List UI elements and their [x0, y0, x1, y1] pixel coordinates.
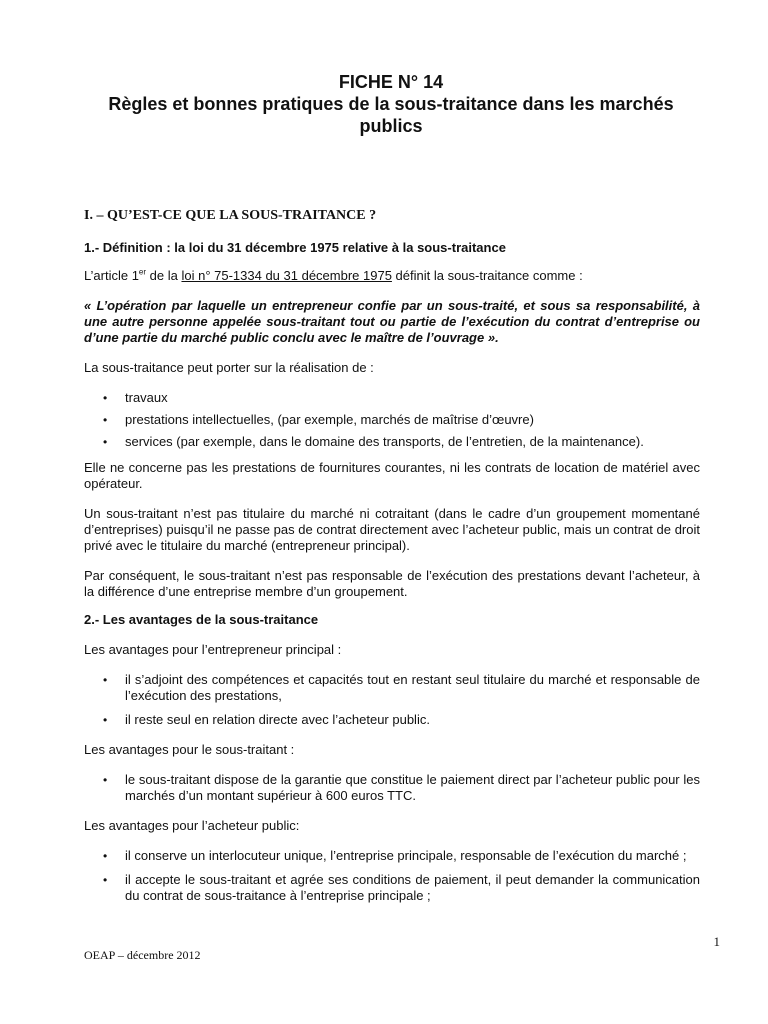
fiche-title: Règles et bonnes pratiques de la sous-traitance dans les marchés publics: [108, 94, 674, 136]
list-item: • il accepte le sous-traitant et agrée ses conditions de paiement, il peut demander la communication du contrat de sous-traitance à l’entreprise principale ;: [103, 872, 700, 903]
list-item: • prestations intellectuelles, (par exemple, marchés de maîtrise d’œuvre): [103, 412, 534, 427]
bullet-icon: •: [103, 873, 108, 887]
article-text-mid: de la: [146, 268, 182, 283]
article-text-post: définit la sous-traitance comme :: [391, 268, 583, 283]
footer-source: OEAP – décembre 2012: [84, 948, 201, 962]
list-item: • services (par exemple, dans le domaine des transports, de l’entretien, de la maintenance).: [103, 434, 644, 449]
bullet-icon: •: [103, 673, 108, 687]
list-item: • travaux: [103, 390, 168, 405]
bullet-icon: •: [103, 713, 108, 727]
bullet-icon: •: [103, 413, 108, 427]
list-entrepreneur-principal: [103, 672, 700, 728]
subsection-heading-definition: 1.- Définition : la loi du 31 décembre 1975 relative à la sous-traitance: [84, 240, 506, 255]
intro-entrepreneur-principal: Les avantages pour l’entrepreneur principal :: [84, 642, 342, 657]
law-reference-link[interactable]: loi n° 75-1334 du 31 décembre 1975: [181, 268, 392, 283]
paragraph-responsabilite: Par conséquent, le sous-traitant n’est pas responsable de l’exécution des prestations devant l’acheteur, à la différence d’une entreprise membre d’un groupement.: [84, 568, 700, 599]
list-item: • il s’adjoint des compétences et capacités tout en restant seul titulaire du marché et responsable de l’exécution des prestations,: [103, 672, 700, 703]
list-acheteur-public: [103, 848, 700, 904]
intro-sous-traitant: Les avantages pour le sous-traitant :: [84, 742, 295, 757]
document-title: [84, 72, 698, 137]
section-heading: I. – QU’EST-CE QUE LA SOUS-TRAITANCE ?: [84, 208, 377, 223]
bullet-icon: •: [103, 435, 108, 449]
bullet-icon: •: [103, 849, 108, 863]
list-item: • il conserve un interlocuteur unique, l’entreprise principale, responsable de l’exécution du marché ;: [103, 848, 687, 863]
article-paragraph: [84, 268, 700, 284]
article-superscript: er: [138, 267, 147, 277]
list-intro: La sous-traitance peut porter sur la réalisation de :: [84, 360, 374, 375]
definition-quote: « L’opération par laquelle un entrepreneur confie par un sous-traité, et sous sa responsabilité, à une autre personne appelée sous-traitant tout ou partie de l’exécution du contrat d’entreprise ou d’une partie du marché public conclu avec le maître de l’ouvrage ».: [84, 298, 700, 345]
page-number: 1: [713, 934, 720, 949]
list-item: • le sous-traitant dispose de la garantie que constitue le paiement direct par l’acheteur public pour les marchés d’un montant supérieur à 600 euros TTC.: [103, 772, 700, 803]
list-item: • il reste seul en relation directe avec l’acheteur public.: [103, 712, 430, 727]
list-sous-traitant: [103, 772, 700, 804]
paragraph-fournitures: Elle ne concerne pas les prestations de fournitures courantes, ni les contrats de location de matériel avec opérateur.: [84, 460, 700, 491]
bullet-icon: •: [103, 391, 108, 405]
realisation-list: [103, 390, 700, 450]
bullet-icon: •: [103, 773, 108, 787]
paragraph-titulaire: Un sous-traitant n’est pas titulaire du marché ni cotraitant (dans le cadre d’un groupement momentané d’entreprises) puisqu’il ne passe pas de contrat directement avec l’acheteur public, mais un contrat de droit privé avec le titulaire du marché (entrepreneur principal).: [84, 506, 700, 553]
article-text-pre: L’article 1: [84, 268, 139, 283]
intro-acheteur-public: Les avantages pour l’acheteur public:: [84, 818, 300, 833]
subsection-heading-avantages: 2.- Les avantages de la sous-traitance: [84, 612, 319, 627]
fiche-number: FICHE N° 14: [338, 72, 444, 92]
